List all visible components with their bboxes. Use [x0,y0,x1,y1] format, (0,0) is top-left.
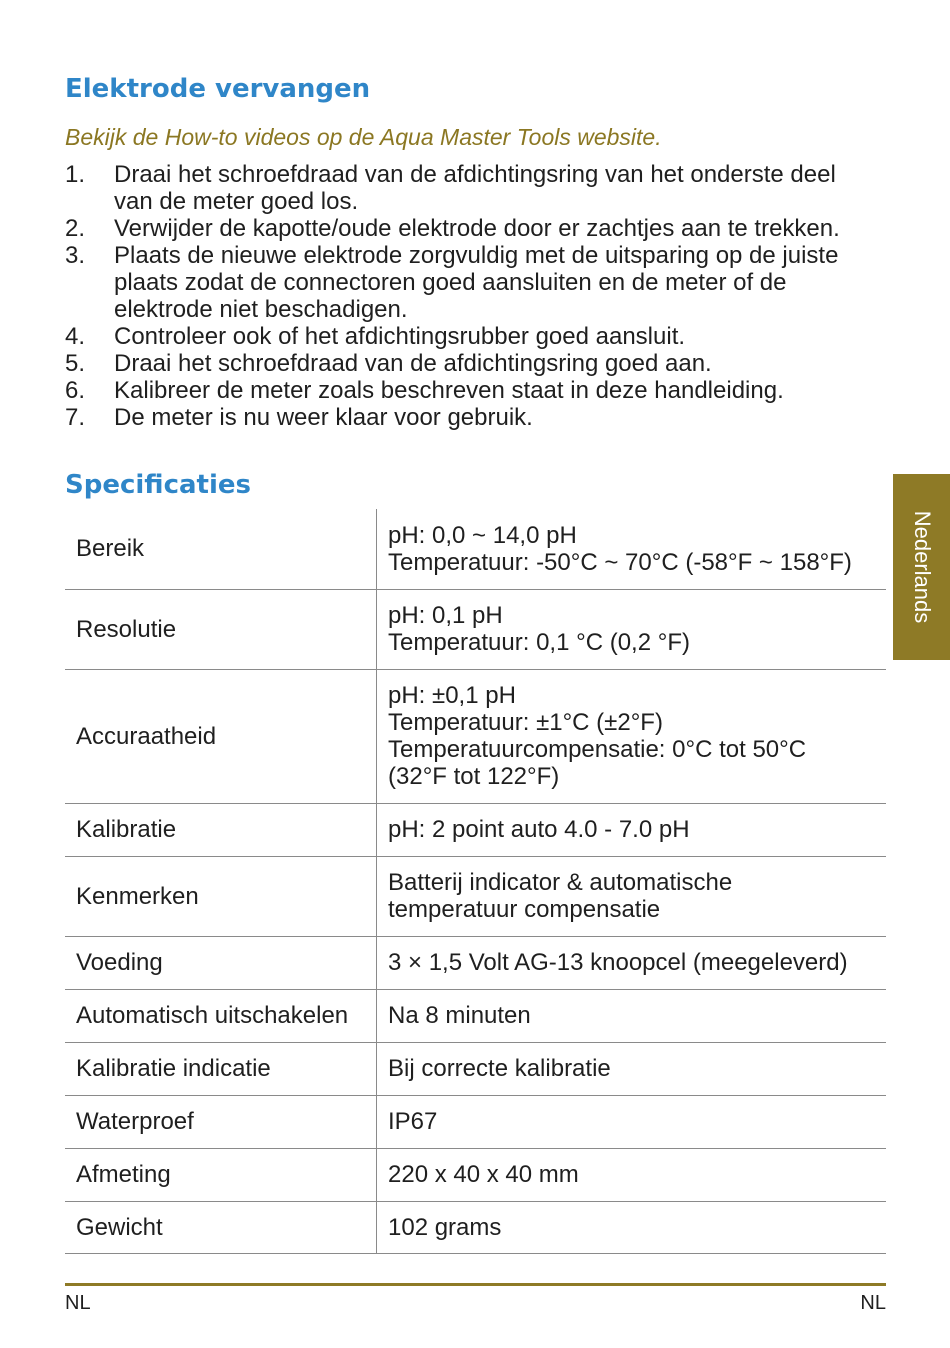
spec-label: Resolutie [65,589,377,669]
spec-value-line: pH: 0,0 ~ 14,0 pH [388,521,577,549]
spec-value-line: 102 grams [388,1213,502,1241]
spec-value-line: Bij correcte kalibratie [388,1055,611,1082]
step-number: 4. [65,323,86,350]
spec-row [65,1095,886,1148]
spec-value [377,509,887,589]
language-side-tab-label: Nederlands [909,510,935,624]
step-text-line: Controleer ook of het afdichtingsrubber goed aansluit. [114,323,686,350]
spec-label: Voeding [65,936,377,989]
spec-value [377,989,887,1042]
section-title-electrode: Elektrode vervangen [65,74,371,104]
spec-row [65,589,886,669]
spec-label: Afmeting [65,1148,377,1201]
section-title-specifications: Specificaties [65,470,251,500]
spec-row [65,669,886,803]
spec-value-line: Batterij indicator & automatische [388,869,733,896]
spec-row [65,1042,886,1095]
howto-subtitle: Bekijk de How-to videos op de Aqua Master Tools website. [65,124,662,150]
step-item [65,215,885,242]
step-text-line: De meter is nu weer klaar voor gebruik. [114,404,533,431]
spec-label: Bereik [65,509,377,589]
spec-row [65,509,886,589]
step-item [65,350,885,377]
step-number: 2. [65,215,86,242]
spec-row [65,936,886,989]
step-text-line: van de meter goed los. [114,188,359,215]
step-number: 5. [65,350,86,377]
spec-value [377,1095,887,1148]
step-number: 3. [65,242,86,269]
step-text-line: Draai het schroefdraad van de afdichtingsring van het onderste deel [114,161,836,188]
spec-row [65,1148,886,1201]
spec-value-line: Temperatuur: -50°C ~ 70°C (-58°F ~ 158°F) [388,548,852,576]
specifications-table [65,509,886,1254]
spec-row [65,803,886,856]
spec-value [377,1148,887,1201]
step-text-line: elektrode niet beschadigen. [114,296,408,323]
step-number: 1. [65,161,86,188]
spec-label: Kalibratie [65,803,377,856]
step-text-line: Verwijder de kapotte/oude elektrode door er zachtjes aan te trekken. [114,215,840,242]
step-text-line: plaats zodat de connectoren goed aansluiten en de meter of de [114,269,787,296]
spec-value-line: Temperatuur: ±1°C (±2°F) [388,709,663,736]
spec-value-line: pH: 2 point auto 4.0 - 7.0 pH [388,816,690,843]
spec-value [377,856,887,936]
step-item [65,404,885,431]
spec-value-line: Na 8 minuten [388,1002,531,1029]
step-text-line: Plaats de nieuwe elektrode zorgvuldig met de uitsparing op de juiste [114,242,839,269]
spec-value-line: pH: 0,1 pH [388,602,503,629]
footer-left-label: NL [65,1292,91,1314]
spec-value-line: temperatuur compensatie [388,896,661,923]
step-text-line: Draai het schroefdraad van de afdichtingsring goed aan. [114,350,712,377]
spec-value-line: 3 × 1,5 Volt AG-13 knoopcel (meegeleverd) [388,949,848,976]
spec-row [65,856,886,936]
spec-value [377,1042,887,1095]
step-text-line: Kalibreer de meter zoals beschreven staat in deze handleiding. [114,377,784,404]
spec-label: Kenmerken [65,856,377,936]
spec-label: Gewicht [65,1201,377,1253]
spec-label: Accuraatheid [65,669,377,803]
footer-right-label: NL [860,1292,886,1314]
spec-value-line: IP67 [388,1108,438,1135]
spec-row [65,1201,886,1253]
spec-value [377,803,887,856]
step-item [65,377,885,404]
step-number: 7. [65,404,86,431]
spec-value-line: pH: ±0,1 pH [388,682,516,709]
spec-row [65,989,886,1042]
spec-value-line: 220 x 40 x 40 mm [388,1161,579,1188]
step-item [65,161,885,215]
step-item [65,323,885,350]
spec-value [377,669,887,803]
spec-value [377,936,887,989]
spec-label: Automatisch uitschakelen [65,989,377,1042]
replacement-steps-list [65,161,885,431]
spec-value [377,589,887,669]
footer-divider [65,1283,886,1286]
spec-label: Kalibratie indicatie [65,1042,377,1095]
spec-value-line: (32°F tot 122°F) [388,763,560,790]
spec-value-line: Temperatuurcompensatie: 0°C tot 50°C [388,736,807,763]
spec-value-line: Temperatuur: 0,1 °C (0,2 °F) [388,629,690,656]
language-side-tab [893,474,950,660]
step-item [65,242,885,323]
spec-label: Waterproef [65,1095,377,1148]
spec-value [377,1201,887,1253]
step-number: 6. [65,377,86,404]
